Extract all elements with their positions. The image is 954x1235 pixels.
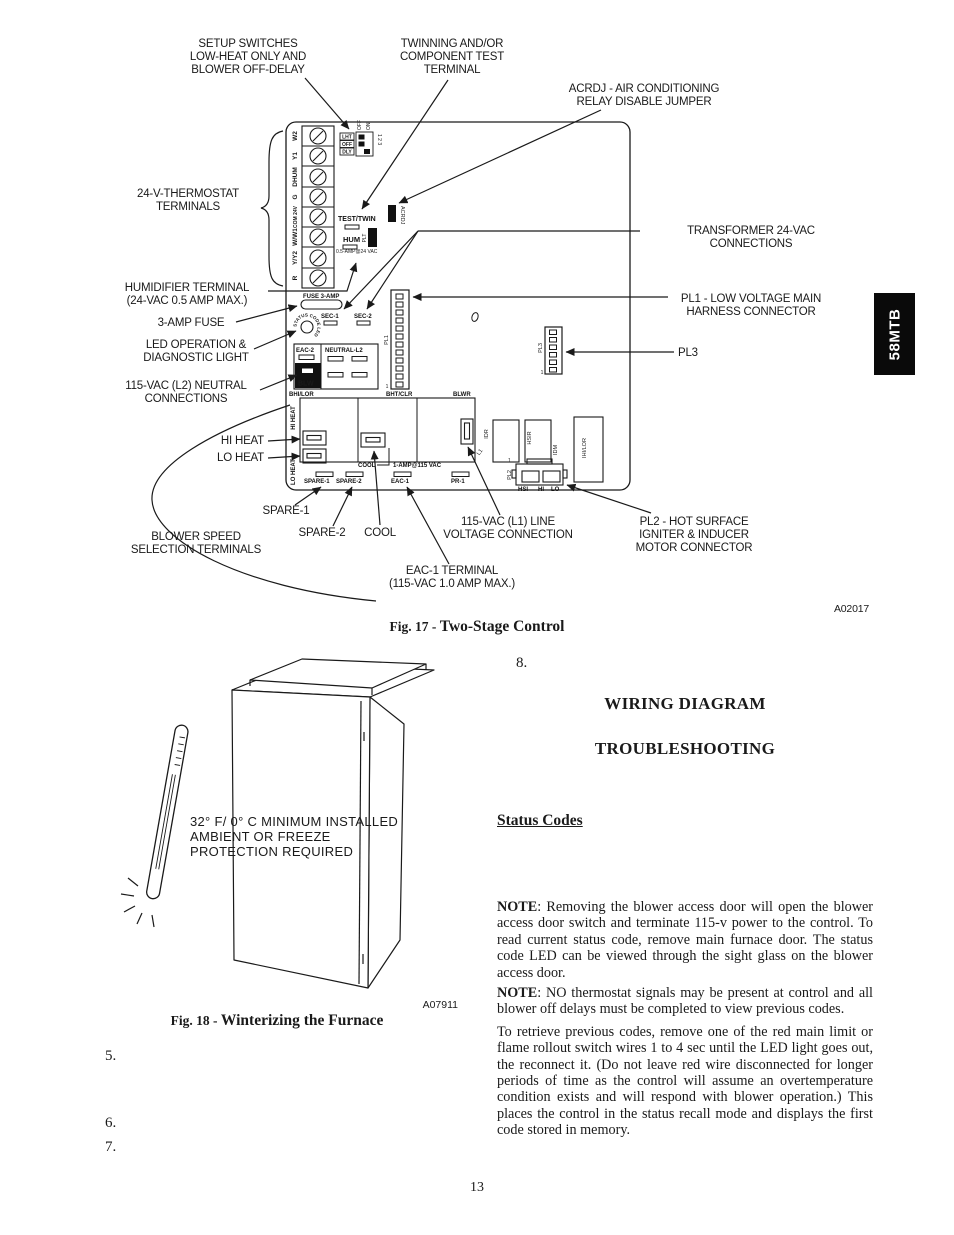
dip-row-lht: LHT [342, 134, 352, 141]
idm-label: IDM [553, 444, 559, 456]
eac1-board-label: EAC-1 [391, 479, 410, 485]
svg-text:MOTOR CONNECTOR: MOTOR CONNECTOR [635, 542, 753, 554]
list-item-7: 7. [105, 1139, 117, 1155]
terminal-g: G [292, 194, 299, 200]
spare1-callout: SPARE-1 [262, 505, 310, 517]
spare2-board-label: SPARE-2 [336, 479, 362, 485]
note-label: NOTE [497, 985, 538, 1002]
svg-text:LOW-HEAT ONLY AND: LOW-HEAT ONLY AND [189, 51, 307, 63]
note-label: NOTE [497, 899, 538, 915]
dip-positions: 1 2 3 [376, 134, 382, 146]
fig18-ref-number: A07911 [422, 999, 458, 1011]
page-number: 13 [470, 1180, 484, 1195]
pl2-pin1-label: 1 [508, 458, 511, 464]
pl3-board-label: PL3 [538, 343, 544, 353]
fuse-label: FUSE 3-AMP [303, 294, 340, 300]
hi-heat-callout: HI HEAT [220, 435, 264, 447]
fig18-caption-title: Winterizing the Furnace [220, 1012, 384, 1029]
fig18-caption [92, 1012, 462, 1030]
pl1-pin1-label: 1 [385, 384, 389, 390]
hsi-label: HSI [518, 487, 529, 493]
fig17-caption-prefix: Fig. 17 - [389, 619, 440, 634]
subheading-status-codes: Status Codes [497, 812, 583, 829]
pl2-callout: PL2 - HOT SURFACE [639, 516, 749, 528]
lo-heat-callout: LO HEAT [217, 452, 264, 464]
cool-board-label: COOL [358, 463, 376, 469]
terminal-com24v: COM 24V [293, 206, 299, 228]
sec1-label: SEC-1 [321, 314, 339, 320]
hi-label: HI [538, 487, 544, 493]
pl3-callout: PL3 [678, 347, 698, 359]
svg-text:CONNECTIONS: CONNECTIONS [144, 393, 228, 405]
hi-heat-board-label: HI HEAT [291, 406, 297, 430]
pr1-board-label: PR-1 [451, 479, 465, 485]
hum-label: HUM [343, 235, 361, 244]
plt-label: PLT [362, 233, 368, 243]
line-voltage-callout: 115-VAC (L1) LINE [461, 516, 555, 528]
sec2-label: SEC-2 [354, 314, 372, 320]
pl2-board-label: PL2 [507, 470, 513, 480]
thermostat-callout: 24-V-THERMOSTAT [137, 188, 239, 200]
note-paragraph-2: NOTE: NO thermostat signals may be present at control and all blower off delays must be completed to view previous codes. [497, 985, 873, 1018]
plt-jumper [368, 228, 377, 247]
status-led-ring-label: STATUS CODE LED [292, 312, 322, 338]
l1-label: L1 [475, 448, 485, 457]
dip-row-off: OFF [342, 141, 352, 148]
freeze-note-line3: PROTECTION REQUIRED [190, 844, 354, 859]
svg-text:RELAY DISABLE JUMPER: RELAY DISABLE JUMPER [576, 96, 712, 108]
amp24-label: 0.5-AMP@24 VAC [336, 249, 378, 255]
pl1-board-label: PL1 [384, 335, 390, 345]
cool-callout: COOL [364, 527, 396, 539]
lo-heat-board-label: LO HEAT [291, 459, 297, 485]
lo-label: LO [551, 487, 560, 493]
svg-text:COMPONENT TEST: COMPONENT TEST [399, 51, 505, 63]
heading-troubleshooting: TROUBLESHOOTING [594, 739, 776, 758]
thermostat-brace [261, 131, 283, 286]
freeze-note-line2: AMBIENT OR FREEZE [190, 829, 331, 844]
heading-wiring-diagram: WIRING DIAGRAM [604, 694, 766, 713]
pl3-pin1-label: 1 [540, 370, 544, 376]
svg-text:DIAGNOSTIC LIGHT: DIAGNOSTIC LIGHT [143, 352, 249, 364]
list-item-6: 6. [105, 1115, 117, 1131]
svg-text:CONNECTIONS: CONNECTIONS [709, 238, 793, 250]
retrieve-codes-paragraph: To retrieve previous codes, remove one of the red main limit or flame rollout switch wires 1 to 4 sec until the LED light goes out, the reconnect it. (Do not leave red wire disconnected for longer periods of time as the control will assume an overtemperature condition exists and will respond with blower operation.) This places the control in the status recall mode and displays the first code stored in memory. [497, 1023, 873, 1139]
eac1-callout: EAC-1 TERMINAL [405, 565, 499, 577]
transformer-callout: TRANSFORMER 24-VAC [687, 225, 815, 237]
svg-text:TERMINAL: TERMINAL [423, 64, 481, 76]
fuse-body [301, 300, 342, 309]
fig17-caption-title: Two-Stage Control [439, 618, 565, 635]
svg-text:HARNESS CONNECTOR: HARNESS CONNECTOR [686, 306, 816, 318]
acrdj-callout: ACRDJ - AIR CONDITIONING [568, 83, 720, 95]
thermometer [146, 724, 189, 900]
test-twin-label: TEST/TWIN [338, 216, 376, 223]
terminal-y1: Y1 [292, 152, 299, 160]
terminal-dhum: DHUM [292, 167, 299, 187]
dip-col-off: OFF [357, 120, 363, 130]
dip-row-dly: DLY [342, 149, 352, 156]
spare2-callout: SPARE-2 [298, 527, 346, 539]
terminal-w2: W2 [292, 131, 299, 141]
list-item-8: 8. [516, 655, 528, 671]
svg-text:SELECTION TERMINALS: SELECTION TERMINALS [130, 544, 262, 556]
humidifier-callout: HUMIDIFIER TERMINAL [124, 282, 250, 294]
list-item-5: 5. [105, 1048, 117, 1064]
note-paragraph-1: NOTE: Removing the blower access door will open the blower access door switch and terminate 115-v power to the control. To read current status code, remove main furnace door. The status code LED can be viewed through the sight glass on the blower access door. [497, 899, 873, 981]
blw-label: BLW [298, 380, 314, 388]
model-tab-label: 58MTB [886, 308, 903, 360]
hsir-label: HSIR [527, 431, 533, 445]
fuse-callout: 3-AMP FUSE [157, 317, 225, 329]
neutral-callout: 115-VAC (L2) NEUTRAL [125, 380, 247, 392]
svg-text:(115-VAC 1.0 AMP MAX.): (115-VAC 1.0 AMP MAX.) [389, 578, 515, 590]
svg-text:TERMINALS: TERMINALS [155, 201, 221, 213]
bht-clr-label: BHT/CLR [386, 392, 413, 398]
led-callout: LED OPERATION & [145, 339, 247, 351]
svg-text:IGNITER & INDUCER: IGNITER & INDUCER [639, 529, 749, 541]
model-tab-58mtb [874, 293, 915, 375]
fig17-ref-number: A02017 [833, 603, 869, 615]
blower-speed-callout: BLOWER SPEED [151, 531, 241, 543]
ihi-lor-label: IHI/LOR [582, 438, 588, 458]
svg-text:VOLTAGE CONNECTION: VOLTAGE CONNECTION [443, 529, 573, 541]
status-codes-text [497, 899, 873, 1143]
spare1-board-label: SPARE-1 [304, 479, 330, 485]
pl1-callout: PL1 - LOW VOLTAGE MAIN [680, 293, 822, 305]
bhi-lor-label: BHI/LOR [289, 392, 314, 398]
terminal-ww1: W/W1 [292, 228, 299, 246]
freeze-note-line1: 32° F/ 0° C MINIMUM INSTALLED [190, 814, 399, 829]
svg-text:BLOWER OFF-DELAY: BLOWER OFF-DELAY [191, 64, 305, 76]
svg-text:(24-VAC 0.5 AMP MAX.): (24-VAC 0.5 AMP MAX.) [126, 295, 248, 307]
acrdj-jumper [388, 205, 396, 222]
twinning-callout: TWINNING AND/OR [400, 38, 504, 50]
setup-switches-callout: SETUP SWITCHES [198, 38, 298, 50]
idr-label: IDR [484, 429, 490, 439]
acrdj-label: ACRDJ [399, 206, 405, 225]
eac2-label: EAC-2 [296, 348, 315, 354]
neutral-l2-label: NEUTRAL-L2 [325, 348, 363, 354]
fig18-caption-prefix: Fig. 18 - [170, 1013, 221, 1028]
amp115-label: 1-AMP@115 VAC [393, 463, 442, 469]
blwr-label: BLWR [453, 392, 471, 398]
terminal-r: R [292, 275, 299, 281]
dip-col-on: ON [366, 122, 372, 130]
terminal-yy2: Y/Y2 [292, 250, 299, 266]
fig17-caption [0, 618, 954, 636]
